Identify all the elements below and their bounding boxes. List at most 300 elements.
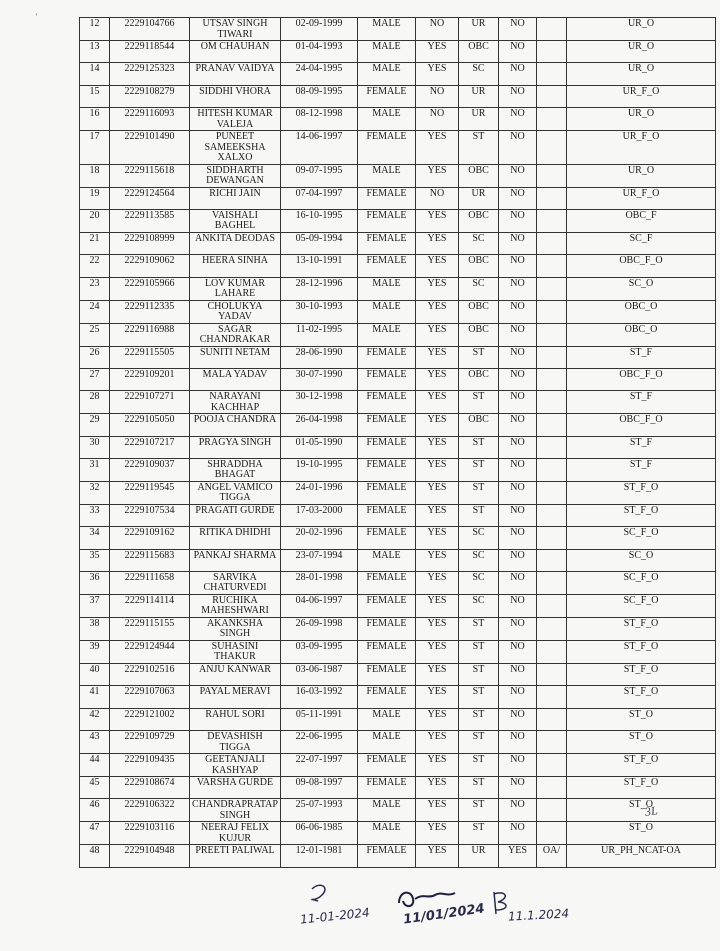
cell-ph-type [537, 368, 567, 390]
cell-ph: NO [499, 458, 537, 481]
cell-ph: NO [499, 799, 537, 822]
table-row [80, 594, 716, 617]
cell-category: ST [459, 481, 499, 504]
cell-roll: 2229102516 [110, 663, 190, 685]
cell-ph: NO [499, 63, 537, 85]
cell-gender: FEMALE [358, 436, 416, 458]
cell-gender: MALE [358, 41, 416, 63]
table-row [80, 458, 716, 481]
table-row [80, 527, 716, 549]
cell-domicile: YES [416, 845, 459, 867]
cell-domicile: YES [416, 549, 459, 571]
cell-dob: 30-10-1993 [281, 300, 358, 323]
cell-sno: 47 [80, 822, 110, 845]
cell-ph: NO [499, 617, 537, 640]
table-row [80, 663, 716, 685]
cell-dob: 04-06-1997 [281, 594, 358, 617]
cell-sno: 14 [80, 63, 110, 85]
cell-roll: 2229115683 [110, 549, 190, 571]
cell-allotted-category: ST_F_O [567, 617, 716, 640]
corner-tick-mark: ' [36, 12, 38, 21]
cell-domicile: YES [416, 504, 459, 526]
cell-gender: MALE [358, 300, 416, 323]
candidate-list-sheet [79, 17, 715, 868]
cell-dob: 05-09-1994 [281, 232, 358, 254]
table-row [80, 232, 716, 254]
cell-ph: NO [499, 777, 537, 799]
cell-sno: 48 [80, 845, 110, 867]
cell-category: ST [459, 799, 499, 822]
cell-category: UR [459, 187, 499, 209]
table-row [80, 323, 716, 346]
cell-ph: NO [499, 504, 537, 526]
cell-ph-type [537, 686, 567, 708]
table-row [80, 845, 716, 867]
table-row [80, 164, 716, 187]
cell-sno: 21 [80, 232, 110, 254]
cell-ph-type [537, 414, 567, 436]
cell-category: SC [459, 527, 499, 549]
cell-roll: 2229118544 [110, 41, 190, 63]
cell-category: UR [459, 108, 499, 131]
table-row [80, 209, 716, 232]
cell-domicile: YES [416, 209, 459, 232]
cell-domicile: YES [416, 368, 459, 390]
cell-category: SC [459, 232, 499, 254]
cell-gender: FEMALE [358, 131, 416, 165]
cell-ph: NO [499, 708, 537, 730]
cell-gender: FEMALE [358, 414, 416, 436]
cell-roll: 2229109729 [110, 731, 190, 754]
cell-ph-type [537, 131, 567, 165]
cell-ph-type [537, 777, 567, 799]
cell-roll: 2229113585 [110, 209, 190, 232]
cell-ph-type [537, 799, 567, 822]
cell-dob: 17-03-2000 [281, 504, 358, 526]
cell-sno: 43 [80, 731, 110, 754]
cell-allotted-category: UR_O [567, 164, 716, 187]
cell-name: POOJA CHANDRA [190, 414, 281, 436]
cell-allotted-category: OBC_F_O [567, 414, 716, 436]
cell-category: SC [459, 63, 499, 85]
cell-dob: 24-04-1995 [281, 63, 358, 85]
cell-sno: 34 [80, 527, 110, 549]
cell-domicile: YES [416, 527, 459, 549]
cell-gender: FEMALE [358, 777, 416, 799]
cell-roll: 2229109435 [110, 754, 190, 777]
cell-domicile: YES [416, 164, 459, 187]
cell-allotted-category: OBC_O [567, 300, 716, 323]
cell-name: SHRADDHA BHAGAT [190, 458, 281, 481]
table-row [80, 799, 716, 822]
cell-gender: FEMALE [358, 845, 416, 867]
cell-domicile: YES [416, 414, 459, 436]
cell-roll: 2229112335 [110, 300, 190, 323]
cell-roll: 2229124564 [110, 187, 190, 209]
cell-dob: 20-02-1996 [281, 527, 358, 549]
cell-allotted-category: ST_F [567, 458, 716, 481]
cell-roll: 2229114114 [110, 594, 190, 617]
cell-roll: 2229104766 [110, 18, 190, 41]
cell-gender: FEMALE [358, 504, 416, 526]
cell-domicile: YES [416, 458, 459, 481]
cell-category: ST [459, 391, 499, 414]
cell-allotted-category: OBC_F [567, 209, 716, 232]
cell-domicile: YES [416, 777, 459, 799]
cell-dob: 28-06-1990 [281, 346, 358, 368]
cell-ph-type [537, 571, 567, 594]
cell-name: PRAGYA SINGH [190, 436, 281, 458]
cell-domicile: NO [416, 85, 459, 107]
candidate-table-body [80, 18, 716, 868]
cell-name: GEETANJALI KASHYAP [190, 754, 281, 777]
cell-ph: NO [499, 414, 537, 436]
cell-allotted-category: UR_F_O [567, 187, 716, 209]
cell-allotted-category: OBC_F_O [567, 368, 716, 390]
cell-ph: NO [499, 368, 537, 390]
cell-roll: 2229107271 [110, 391, 190, 414]
table-row [80, 277, 716, 300]
table-row [80, 617, 716, 640]
cell-ph-type [537, 255, 567, 277]
cell-allotted-category: UR_O [567, 18, 716, 41]
cell-name: SARVIKA CHATURVEDI [190, 571, 281, 594]
cell-sno: 29 [80, 414, 110, 436]
cell-name: PRAGATI GURDE [190, 504, 281, 526]
cell-name: SIDDHARTH DEWANGAN [190, 164, 281, 187]
cell-gender: FEMALE [358, 617, 416, 640]
cell-dob: 28-01-1998 [281, 571, 358, 594]
cell-sno: 32 [80, 481, 110, 504]
cell-name: RICHI JAIN [190, 187, 281, 209]
cell-category: ST [459, 436, 499, 458]
cell-sno: 41 [80, 686, 110, 708]
cell-domicile: YES [416, 640, 459, 663]
cell-gender: FEMALE [358, 85, 416, 107]
signature-2-date: 11/01/2024 [402, 901, 486, 928]
cell-allotted-category: UR_F_O [567, 131, 716, 165]
cell-category: ST [459, 640, 499, 663]
cell-gender: FEMALE [358, 571, 416, 594]
cell-domicile: YES [416, 754, 459, 777]
cell-dob: 30-12-1998 [281, 391, 358, 414]
cell-domicile: YES [416, 436, 459, 458]
cell-allotted-category: ST_F [567, 391, 716, 414]
cell-sno: 16 [80, 108, 110, 131]
cell-name: DEVASHISH TIGGA [190, 731, 281, 754]
cell-domicile: YES [416, 708, 459, 730]
cell-ph-type [537, 731, 567, 754]
signature-3-date: 11.1.2024 [507, 906, 570, 924]
cell-ph-type [537, 323, 567, 346]
cell-category: ST [459, 708, 499, 730]
cell-name: LOV KUMAR LAHARE [190, 277, 281, 300]
cell-gender: MALE [358, 708, 416, 730]
cell-ph: NO [499, 571, 537, 594]
cell-dob: 16-10-1995 [281, 209, 358, 232]
cell-ph: NO [499, 108, 537, 131]
cell-category: OBC [459, 300, 499, 323]
cell-ph: NO [499, 85, 537, 107]
cell-gender: MALE [358, 799, 416, 822]
table-row [80, 754, 716, 777]
cell-ph: NO [499, 323, 537, 346]
cell-name: VAISHALI BAGHEL [190, 209, 281, 232]
cell-ph: NO [499, 527, 537, 549]
table-row [80, 300, 716, 323]
cell-ph: NO [499, 131, 537, 165]
cell-ph: NO [499, 164, 537, 187]
cell-dob: 30-07-1990 [281, 368, 358, 390]
cell-category: OBC [459, 414, 499, 436]
cell-sno: 30 [80, 436, 110, 458]
cell-sno: 12 [80, 18, 110, 41]
cell-category: OBC [459, 209, 499, 232]
cell-ph: NO [499, 346, 537, 368]
cell-name: PANKAJ SHARMA [190, 549, 281, 571]
cell-name: PUNEET SAMEEKSHA XALXO [190, 131, 281, 165]
cell-roll: 2229103116 [110, 822, 190, 845]
cell-category: OBC [459, 368, 499, 390]
cell-roll: 2229116093 [110, 108, 190, 131]
cell-domicile: YES [416, 617, 459, 640]
cell-roll: 2229104948 [110, 845, 190, 867]
cell-ph-type [537, 187, 567, 209]
cell-domicile: YES [416, 255, 459, 277]
cell-category: SC [459, 571, 499, 594]
cell-sno: 36 [80, 571, 110, 594]
cell-gender: FEMALE [358, 187, 416, 209]
cell-ph-type [537, 822, 567, 845]
cell-allotted-category: ST_O [567, 822, 716, 845]
cell-roll: 2229109037 [110, 458, 190, 481]
cell-ph: NO [499, 391, 537, 414]
cell-domicile: YES [416, 323, 459, 346]
cell-dob: 19-10-1995 [281, 458, 358, 481]
cell-name: RAHUL SORI [190, 708, 281, 730]
cell-ph: NO [499, 255, 537, 277]
cell-ph: NO [499, 481, 537, 504]
cell-ph-type [537, 527, 567, 549]
cell-name: OM CHAUHAN [190, 41, 281, 63]
cell-category: UR [459, 845, 499, 867]
cell-name: CHANDRAPRATAP SINGH [190, 799, 281, 822]
table-row [80, 777, 716, 799]
table-row [80, 255, 716, 277]
table-row [80, 131, 716, 165]
margin-annotation: 3L [644, 803, 659, 819]
cell-category: SC [459, 277, 499, 300]
table-row [80, 414, 716, 436]
cell-gender: MALE [358, 164, 416, 187]
cell-gender: MALE [358, 731, 416, 754]
cell-sno: 19 [80, 187, 110, 209]
cell-allotted-category: SC_F_O [567, 571, 716, 594]
cell-domicile: YES [416, 594, 459, 617]
cell-category: ST [459, 617, 499, 640]
table-row [80, 708, 716, 730]
cell-domicile: YES [416, 571, 459, 594]
cell-name: HITESH KUMAR VALEJA [190, 108, 281, 131]
cell-gender: FEMALE [358, 481, 416, 504]
cell-dob: 13-10-1991 [281, 255, 358, 277]
cell-ph: NO [499, 232, 537, 254]
cell-domicile: YES [416, 663, 459, 685]
cell-gender: MALE [358, 277, 416, 300]
cell-roll: 2229107534 [110, 504, 190, 526]
cell-category: ST [459, 777, 499, 799]
cell-sno: 42 [80, 708, 110, 730]
cell-roll: 2229107063 [110, 686, 190, 708]
cell-ph-type [537, 346, 567, 368]
cell-roll: 2229108279 [110, 85, 190, 107]
cell-ph: NO [499, 686, 537, 708]
table-row [80, 436, 716, 458]
cell-gender: MALE [358, 63, 416, 85]
table-row [80, 391, 716, 414]
cell-roll: 2229105966 [110, 277, 190, 300]
cell-domicile: YES [416, 799, 459, 822]
cell-ph-type [537, 277, 567, 300]
cell-ph: NO [499, 209, 537, 232]
cell-dob: 11-02-1995 [281, 323, 358, 346]
cell-ph: NO [499, 549, 537, 571]
cell-ph: NO [499, 187, 537, 209]
cell-category: SC [459, 549, 499, 571]
cell-ph: NO [499, 822, 537, 845]
cell-dob: 25-07-1993 [281, 799, 358, 822]
cell-name: VARSHA GURDE [190, 777, 281, 799]
cell-sno: 22 [80, 255, 110, 277]
cell-roll: 2229115155 [110, 617, 190, 640]
cell-name: PAYAL MERAVI [190, 686, 281, 708]
cell-sno: 31 [80, 458, 110, 481]
cell-allotted-category: ST_O [567, 708, 716, 730]
cell-roll: 2229119545 [110, 481, 190, 504]
table-row [80, 63, 716, 85]
cell-domicile: YES [416, 63, 459, 85]
cell-dob: 03-06-1987 [281, 663, 358, 685]
cell-name: AKANKSHA SINGH [190, 617, 281, 640]
cell-name: ANGEL VAMICO TIGGA [190, 481, 281, 504]
cell-ph-type [537, 594, 567, 617]
cell-roll: 2229107217 [110, 436, 190, 458]
table-row [80, 346, 716, 368]
cell-gender: FEMALE [358, 255, 416, 277]
cell-allotted-category: SC_O [567, 549, 716, 571]
cell-ph: NO [499, 41, 537, 63]
cell-roll: 2229108999 [110, 232, 190, 254]
cell-domicile: NO [416, 108, 459, 131]
cell-category: OBC [459, 41, 499, 63]
cell-domicile: NO [416, 18, 459, 41]
table-row [80, 731, 716, 754]
cell-name: SUHASINI THAKUR [190, 640, 281, 663]
cell-ph-type [537, 63, 567, 85]
cell-gender: MALE [358, 822, 416, 845]
cell-gender: FEMALE [358, 640, 416, 663]
table-row [80, 18, 716, 41]
cell-roll: 2229116988 [110, 323, 190, 346]
cell-sno: 26 [80, 346, 110, 368]
cell-ph-type [537, 85, 567, 107]
cell-ph-type [537, 164, 567, 187]
cell-dob: 09-07-1995 [281, 164, 358, 187]
cell-ph: NO [499, 731, 537, 754]
cell-ph-type [537, 232, 567, 254]
cell-allotted-category: ST_F_O [567, 640, 716, 663]
candidate-table [79, 17, 716, 868]
cell-gender: FEMALE [358, 391, 416, 414]
cell-ph-type [537, 708, 567, 730]
cell-dob: 09-08-1997 [281, 777, 358, 799]
cell-ph: NO [499, 18, 537, 41]
cell-roll: 2229121002 [110, 708, 190, 730]
cell-ph-type [537, 209, 567, 232]
cell-roll: 2229109062 [110, 255, 190, 277]
cell-gender: FEMALE [358, 594, 416, 617]
table-row [80, 640, 716, 663]
cell-roll: 2229108674 [110, 777, 190, 799]
cell-category: ST [459, 822, 499, 845]
cell-category: ST [459, 131, 499, 165]
cell-allotted-category: UR_O [567, 108, 716, 131]
cell-sno: 24 [80, 300, 110, 323]
cell-dob: 02-09-1999 [281, 18, 358, 41]
cell-ph: NO [499, 663, 537, 685]
cell-gender: FEMALE [358, 686, 416, 708]
cell-dob: 28-12-1996 [281, 277, 358, 300]
cell-domicile: YES [416, 686, 459, 708]
cell-gender: FEMALE [358, 368, 416, 390]
cell-ph: NO [499, 640, 537, 663]
cell-category: OBC [459, 323, 499, 346]
cell-category: OBC [459, 164, 499, 187]
cell-dob: 23-07-1994 [281, 549, 358, 571]
cell-gender: FEMALE [358, 458, 416, 481]
cell-roll: 2229125323 [110, 63, 190, 85]
cell-gender: MALE [358, 18, 416, 41]
cell-name: SUNITI NETAM [190, 346, 281, 368]
cell-ph-type [537, 41, 567, 63]
cell-name: MALA YADAV [190, 368, 281, 390]
table-row [80, 85, 716, 107]
cell-allotted-category: OBC_O [567, 323, 716, 346]
table-row [80, 686, 716, 708]
cell-domicile: YES [416, 41, 459, 63]
cell-allotted-category: ST_O [567, 731, 716, 754]
cell-gender: FEMALE [358, 527, 416, 549]
cell-name: SAGAR CHANDRAKAR [190, 323, 281, 346]
cell-allotted-category: ST_F_O [567, 754, 716, 777]
cell-domicile: YES [416, 300, 459, 323]
cell-name: UTSAV SINGH TIWARI [190, 18, 281, 41]
cell-category: ST [459, 686, 499, 708]
cell-roll: 2229109201 [110, 368, 190, 390]
cell-dob: 26-09-1998 [281, 617, 358, 640]
cell-dob: 16-03-1992 [281, 686, 358, 708]
cell-ph: NO [499, 436, 537, 458]
cell-sno: 13 [80, 41, 110, 63]
cell-category: UR [459, 85, 499, 107]
cell-roll: 2229101490 [110, 131, 190, 165]
cell-dob: 03-09-1995 [281, 640, 358, 663]
cell-dob: 08-09-1995 [281, 85, 358, 107]
cell-allotted-category: SC_O [567, 277, 716, 300]
cell-ph-type [537, 436, 567, 458]
cell-ph-type [537, 504, 567, 526]
cell-ph-type: OA/ [537, 845, 567, 867]
